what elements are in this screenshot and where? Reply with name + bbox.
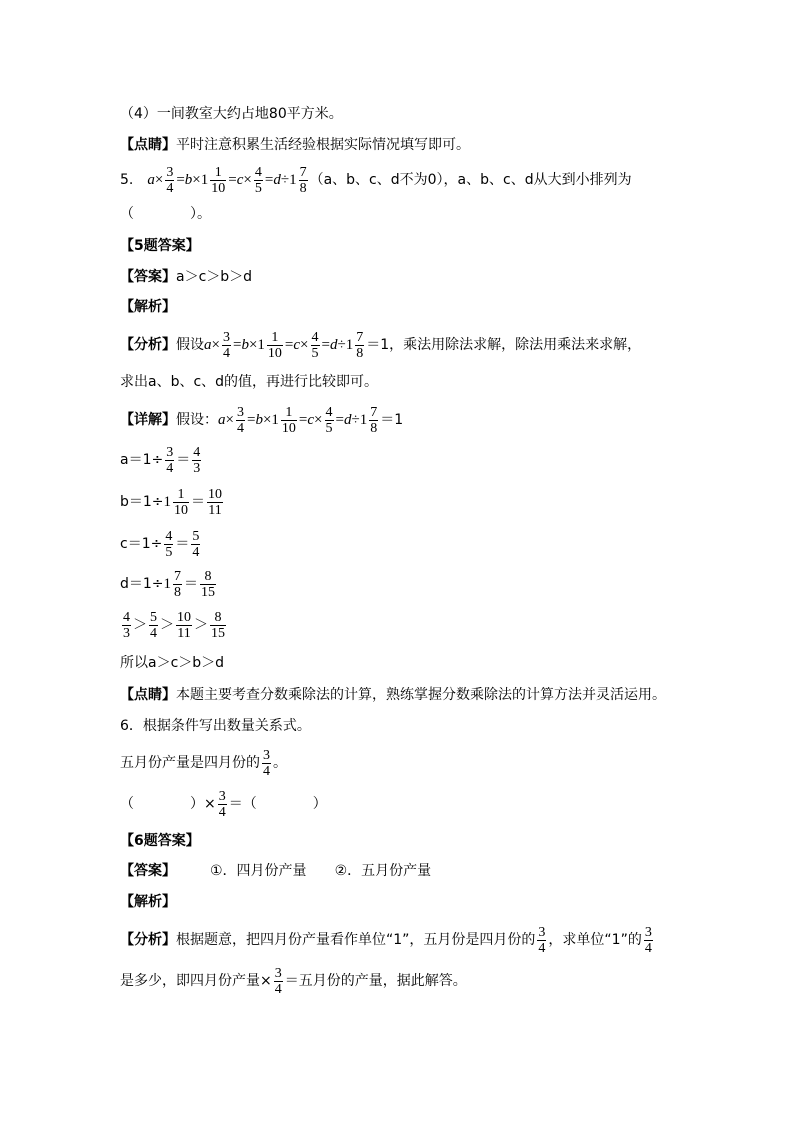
analysis-line2a: 是多少，即四月份产量× xyxy=(120,973,272,989)
numerator: 3 xyxy=(236,404,244,420)
numerator: 4 xyxy=(193,444,201,460)
numerator: 3 xyxy=(166,444,174,460)
whole-number: 1 xyxy=(163,576,172,592)
var-b: b xyxy=(241,337,249,353)
denominator: 4 xyxy=(538,940,546,956)
whole-number: 1 xyxy=(257,337,265,353)
numerator: 3 xyxy=(166,164,174,180)
denominator: 5 xyxy=(325,420,333,436)
fraction xyxy=(192,445,201,476)
answer-item-1: ①．四月份产量 xyxy=(210,863,307,879)
analysis-pre: 假设 xyxy=(176,337,204,353)
greater-sign: ＞ xyxy=(160,617,174,633)
numerator: 1 xyxy=(285,404,293,420)
denominator: 11 xyxy=(177,625,191,641)
var-b: b xyxy=(255,412,263,428)
numerator: 7 xyxy=(299,164,307,180)
denominator: 5 xyxy=(254,180,262,196)
divide-sign: ÷ xyxy=(280,172,290,188)
denominator: 8 xyxy=(299,180,307,196)
denominator: 15 xyxy=(201,584,216,600)
analysis-tag: 【分析】 xyxy=(120,337,176,353)
fraction xyxy=(254,165,263,196)
denominator: 10 xyxy=(267,345,282,361)
denominator: 10 xyxy=(211,180,226,196)
greater-sign: ＞ xyxy=(194,617,208,633)
q5-tail-text: （a、b、c、d不为0），a、b、c、d从大到小排列为 xyxy=(309,172,632,188)
result-text: 所以a＞c＞b＞d xyxy=(120,655,225,671)
fraction xyxy=(200,569,216,600)
denominator: 4 xyxy=(644,940,652,956)
q6-condition-text: 五月份产量是四月份的 xyxy=(120,755,260,771)
numerator: 3 xyxy=(274,965,282,981)
divide-sign: ÷ xyxy=(351,412,360,428)
greater-sign: ＞ xyxy=(133,617,147,633)
whole-number: 1 xyxy=(359,412,368,428)
var-d: d xyxy=(343,412,352,428)
equals-sign: = xyxy=(246,412,256,428)
denominator: 3 xyxy=(193,460,201,476)
fraction xyxy=(165,445,174,476)
jiexi-tag: 【解析】 xyxy=(120,894,176,910)
fraction xyxy=(173,569,182,600)
times-sign: × xyxy=(225,412,234,428)
times-sign: × xyxy=(248,337,258,353)
dianjing-tag: 【点睛】 xyxy=(120,137,176,153)
whole-number: 1 xyxy=(163,494,172,510)
fraction xyxy=(191,529,200,560)
denominator: 4 xyxy=(166,180,174,196)
times-sign: × xyxy=(300,337,309,353)
var-a: a xyxy=(147,172,155,188)
q5-analysis-line2 xyxy=(120,373,378,391)
equals-sign: ＝ xyxy=(175,536,190,552)
numerator: 4 xyxy=(254,164,262,180)
whole-number: 1 xyxy=(200,172,209,188)
var-d: d xyxy=(329,337,338,353)
dianjing-text: 平时注意积累生活经验根据实际情况填写即可。 xyxy=(176,137,470,153)
fraction xyxy=(222,330,231,361)
numerator: 1 xyxy=(214,164,222,180)
var-c: c xyxy=(307,412,315,428)
analysis-tag: 【分析】 xyxy=(120,932,176,948)
numerator: 4 xyxy=(325,404,333,420)
answer-tag: 【答案】 xyxy=(120,863,176,879)
dianjing-text: 本题主要考查分数乘除法的计算，熟练掌握分数乘除法的计算方法并灵活运用。 xyxy=(176,687,666,703)
q6-title-text: 6．根据条件写出数量关系式。 xyxy=(120,718,311,734)
denominator: 5 xyxy=(311,345,319,361)
q5-detail xyxy=(120,402,403,438)
numerator: 10 xyxy=(208,486,223,502)
q6-blank-equation xyxy=(120,786,327,822)
denominator: 10 xyxy=(174,502,189,518)
q6-analysis xyxy=(120,922,655,958)
answer-item-2: ②．五月份产量 xyxy=(334,863,432,879)
equals-sign: ＝ xyxy=(191,494,206,510)
q5-b-calc xyxy=(120,484,225,520)
fraction xyxy=(644,925,653,956)
denominator: 8 xyxy=(174,584,182,600)
times-sign: × xyxy=(243,172,252,188)
denominator: 5 xyxy=(165,544,173,560)
text-line-classroom xyxy=(120,105,343,123)
q6-answer xyxy=(120,862,431,880)
whole-number: 1 xyxy=(345,337,354,353)
denominator: 11 xyxy=(208,502,222,518)
dianjing-1 xyxy=(120,136,470,154)
d-calc-pre: d＝1÷ xyxy=(120,576,164,592)
fraction xyxy=(267,330,283,361)
equals-sign: = xyxy=(335,412,344,428)
fraction xyxy=(236,405,245,436)
fraction xyxy=(274,966,283,997)
numerator: 3 xyxy=(538,924,546,940)
a-calc-pre: a＝1÷ xyxy=(120,452,164,468)
fraction xyxy=(218,789,227,820)
equals-sign: = xyxy=(232,337,242,353)
q5-dianjing xyxy=(120,686,666,704)
fraction xyxy=(207,487,223,518)
q6-condition-end: 。 xyxy=(273,755,287,771)
fraction xyxy=(281,405,297,436)
whole-number: 1 xyxy=(271,412,279,428)
q5-answer xyxy=(120,268,252,286)
q5-answer-heading-text: 【5题答案】 xyxy=(120,238,200,254)
q6-analysis-line2 xyxy=(120,963,467,999)
var-a: a xyxy=(218,412,226,428)
denominator: 4 xyxy=(236,420,244,436)
detail-tag: 【详解】 xyxy=(120,412,176,428)
q5-number: 5. xyxy=(120,172,134,188)
q6-answer-heading xyxy=(120,832,200,850)
numerator: 3 xyxy=(218,788,226,804)
numerator: 8 xyxy=(204,568,212,584)
denominator: 15 xyxy=(211,625,225,641)
numerator: 1 xyxy=(271,329,279,345)
q6-title xyxy=(120,717,311,735)
q6-blank-left[interactable]: （ ）× xyxy=(120,796,216,812)
var-c: c xyxy=(236,172,244,188)
fraction xyxy=(369,405,378,436)
fraction xyxy=(325,405,334,436)
c-calc-pre: c＝1÷ xyxy=(120,536,163,552)
fraction xyxy=(165,165,174,196)
numerator: 3 xyxy=(263,747,270,763)
q5-analysis xyxy=(120,327,641,363)
equals-sign: ＝ xyxy=(184,576,199,592)
analysis-line2-text: 求出a、b、c、d的值，再进行比较即可。 xyxy=(120,374,379,390)
equals-sign: = xyxy=(264,172,274,188)
q5-a-calc xyxy=(120,442,203,478)
answer-text: a＞c＞b＞d xyxy=(176,269,253,285)
analysis-post: ＝1，乘法用除法求解，除法用乘法来求解， xyxy=(366,337,642,353)
q5-result xyxy=(120,654,224,672)
equals-sign: = xyxy=(298,412,308,428)
denominator: 10 xyxy=(281,420,296,436)
fraction xyxy=(210,610,226,641)
divide-sign: ÷ xyxy=(337,337,346,353)
whole-number: 1 xyxy=(289,172,297,188)
q5-d-calc xyxy=(120,566,218,602)
equals-sign: = xyxy=(228,172,237,188)
q6-answer-heading-text: 【6题答案】 xyxy=(120,833,200,849)
denominator: 4 xyxy=(263,763,270,779)
denominator: 3 xyxy=(123,625,130,641)
equals-sign: ＝ xyxy=(176,452,191,468)
numerator: 7 xyxy=(174,568,182,584)
analysis-text2: ，求单位“1”的 xyxy=(548,932,642,948)
q5-answer-heading xyxy=(120,237,200,255)
fraction xyxy=(149,610,158,641)
var-c: c xyxy=(293,337,301,353)
q5-question xyxy=(120,162,632,198)
numerator: 5 xyxy=(192,528,200,544)
q5-blank-line xyxy=(120,205,211,223)
q6-condition xyxy=(120,745,287,781)
analysis-line2b: ＝五月份的产量，据此解答。 xyxy=(284,973,467,989)
fraction xyxy=(262,748,271,779)
q5-comparison xyxy=(120,607,228,643)
fraction xyxy=(299,165,308,196)
q6-jiexi xyxy=(120,893,176,911)
times-sign: × xyxy=(154,172,164,188)
numerator: 4 xyxy=(165,528,173,544)
analysis-text1: 根据题意，把四月份产量看作单位“1”，五月份是四月份的 xyxy=(176,932,536,948)
denominator: 4 xyxy=(166,460,174,476)
denominator: 8 xyxy=(370,420,378,436)
denominator: 4 xyxy=(222,345,230,361)
denominator: 4 xyxy=(274,981,282,997)
q5-jiexi xyxy=(120,298,176,316)
var-d: d xyxy=(273,172,281,188)
denominator: 4 xyxy=(192,544,200,560)
denominator: 8 xyxy=(356,345,364,361)
q6-blank-right[interactable]: ＝（ ） xyxy=(228,796,327,812)
numerator: 7 xyxy=(370,404,378,420)
numerator: 10 xyxy=(177,609,191,625)
fraction xyxy=(210,165,226,196)
numerator: 7 xyxy=(356,329,364,345)
dianjing-tag: 【点睛】 xyxy=(120,687,176,703)
denominator: 4 xyxy=(218,804,226,820)
times-sign: × xyxy=(262,412,272,428)
fraction xyxy=(122,610,131,641)
numerator: 4 xyxy=(123,609,130,625)
numerator: 4 xyxy=(311,329,319,345)
answer-tag: 【答案】 xyxy=(120,269,176,285)
var-a: a xyxy=(204,337,212,353)
times-sign: × xyxy=(192,172,201,188)
fraction xyxy=(176,610,192,641)
jiexi-tag: 【解析】 xyxy=(120,299,176,315)
fraction xyxy=(311,330,320,361)
fraction xyxy=(355,330,364,361)
times-sign: × xyxy=(314,412,323,428)
numerator: 1 xyxy=(177,486,185,502)
classroom-text: （4）一间教室大约占地80平方米。 xyxy=(120,106,343,122)
denominator: 4 xyxy=(150,625,157,641)
equals-sign: = xyxy=(284,337,294,353)
fraction xyxy=(164,529,173,560)
numerator: 8 xyxy=(214,609,222,625)
q5-blank[interactable]: （ ）。 xyxy=(120,206,211,222)
var-b: b xyxy=(184,172,193,188)
detail-pre: 假设： xyxy=(176,412,218,428)
numerator: 3 xyxy=(644,924,652,940)
detail-post: ＝1 xyxy=(380,412,404,428)
fraction xyxy=(537,925,546,956)
numerator: 3 xyxy=(222,329,230,345)
equals-sign: = xyxy=(321,337,330,353)
times-sign: × xyxy=(211,337,220,353)
numerator: 5 xyxy=(150,609,157,625)
b-calc-pre: b＝1÷ xyxy=(120,494,164,510)
fraction xyxy=(173,487,189,518)
q5-c-calc xyxy=(120,526,202,562)
equals-sign: = xyxy=(176,172,185,188)
